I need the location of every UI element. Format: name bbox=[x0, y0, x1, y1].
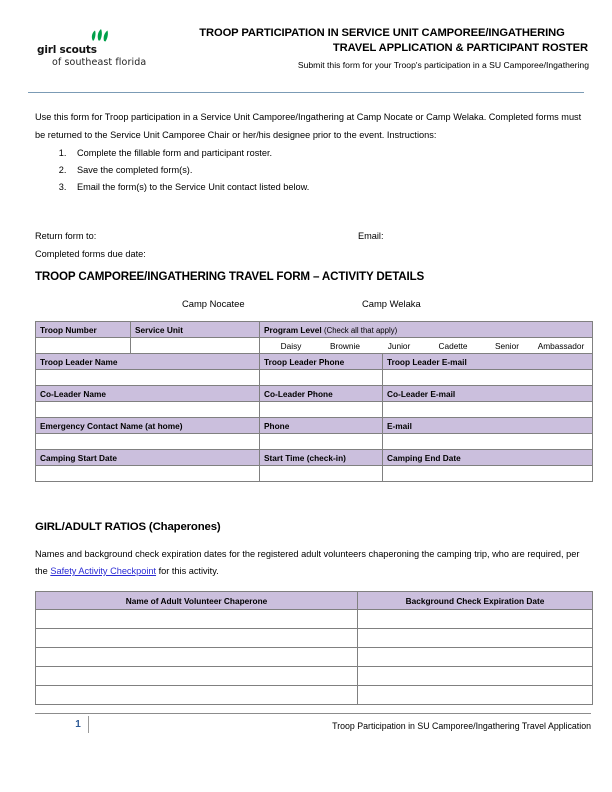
header-divider-rule bbox=[28, 92, 584, 93]
girl-scouts-logo bbox=[34, 28, 164, 74]
cell-troop-leader-phone-label: Troop Leader Phone bbox=[260, 354, 383, 370]
table-row bbox=[36, 466, 593, 482]
level-option-junior[interactable]: Junior bbox=[387, 340, 411, 351]
table-row bbox=[36, 338, 593, 354]
input-emergency-phone[interactable] bbox=[260, 434, 383, 450]
logo-text-primary: girl scouts bbox=[37, 44, 97, 56]
logo-text-council: of southeast florida bbox=[52, 57, 147, 68]
cell-emergency-phone-label: Phone bbox=[260, 418, 383, 434]
input-chaperone-name[interactable] bbox=[36, 667, 358, 686]
input-chaperone-name[interactable] bbox=[36, 629, 358, 648]
table-row bbox=[36, 322, 593, 338]
table-row bbox=[36, 610, 593, 629]
input-chaperone-name[interactable] bbox=[36, 610, 358, 629]
page-number: 1 bbox=[75, 719, 81, 730]
input-co-leader-phone[interactable] bbox=[260, 402, 383, 418]
input-background-check-date[interactable] bbox=[358, 629, 593, 648]
cell-camping-start-date-label: Camping Start Date bbox=[36, 450, 260, 466]
table-row bbox=[36, 354, 593, 370]
camp-option-nocatee[interactable]: Camp Nocatee bbox=[182, 298, 245, 309]
cell-background-check-header: Background Check Expiration Date bbox=[358, 592, 593, 610]
page-subtitle: Submit this form for your Troop's participation in a SU Camporee/Ingathering bbox=[297, 60, 589, 70]
return-form-row bbox=[35, 228, 591, 244]
input-chaperone-name[interactable] bbox=[36, 648, 358, 667]
ratios-section-title: GIRL/ADULT RATIOS (Chaperones) bbox=[35, 521, 221, 533]
input-co-leader-email[interactable] bbox=[383, 402, 593, 418]
input-troop-leader-name[interactable] bbox=[36, 370, 260, 386]
cell-emergency-contact-label: Emergency Contact Name (at home) bbox=[36, 418, 260, 434]
program-level-text: Program Level bbox=[264, 324, 322, 335]
table-row bbox=[36, 648, 593, 667]
page-title-line1: TROOP PARTICIPATION IN SERVICE UNIT CAMPOREE/INGATHERING bbox=[199, 27, 565, 39]
return-email-label: Email: bbox=[358, 231, 384, 241]
cell-co-leader-phone-label: Co-Leader Phone bbox=[260, 386, 383, 402]
cell-program-level-label bbox=[260, 322, 593, 338]
table-row bbox=[36, 402, 593, 418]
chaperones-table bbox=[35, 591, 593, 705]
table-row bbox=[36, 418, 593, 434]
table-row bbox=[36, 686, 593, 705]
input-co-leader-name[interactable] bbox=[36, 402, 260, 418]
ratios-text-after-link: for this activity. bbox=[156, 566, 219, 576]
footer-vertical-divider bbox=[88, 716, 89, 733]
due-date-label: Completed forms due date: bbox=[35, 249, 146, 259]
cell-co-leader-email-label: Co-Leader E-mail bbox=[383, 386, 593, 402]
instructions-list bbox=[35, 145, 591, 196]
camp-option-welaka[interactable]: Camp Welaka bbox=[362, 298, 421, 309]
input-chaperone-name[interactable] bbox=[36, 686, 358, 705]
cell-chaperone-name-header: Name of Adult Volunteer Chaperone bbox=[36, 592, 358, 610]
input-camping-end-date[interactable] bbox=[383, 466, 593, 482]
table-row bbox=[36, 386, 593, 402]
instruction-item: 1. Complete the fillable form and participant roster. bbox=[69, 145, 591, 162]
level-option-brownie[interactable]: Brownie bbox=[330, 340, 360, 351]
intro-paragraph: Use this form for Troop participation in a Service Unit Camporee/Ingathering at Camp Nocate or Camp Welaka. Completed forms must be returned to the Service Unit Camporee Chair or her/his designee prior to the event. Instructions: bbox=[35, 112, 582, 140]
input-troop-leader-phone[interactable] bbox=[260, 370, 383, 386]
safety-activity-checkpoint-link[interactable]: Safety Activity Checkpoint bbox=[50, 566, 157, 576]
cell-emergency-email-label: E-mail bbox=[383, 418, 593, 434]
camp-options-row bbox=[35, 298, 591, 314]
instruction-item: 2. Save the completed form(s). bbox=[69, 162, 591, 179]
page-title-line2: TRAVEL APPLICATION & PARTICIPANT ROSTER bbox=[332, 42, 588, 54]
cell-co-leader-name-label: Co-Leader Name bbox=[36, 386, 260, 402]
table-row bbox=[36, 629, 593, 648]
document-header bbox=[34, 26, 590, 88]
input-service-unit[interactable] bbox=[131, 338, 260, 354]
cell-troop-number-label: Troop Number bbox=[36, 322, 131, 338]
input-background-check-date[interactable] bbox=[358, 667, 593, 686]
input-emergency-contact-name[interactable] bbox=[36, 434, 260, 450]
program-level-options bbox=[260, 338, 593, 354]
cell-start-time-label: Start Time (check-in) bbox=[260, 450, 383, 466]
cell-camping-end-date-label: Camping End Date bbox=[383, 450, 593, 466]
activity-details-table bbox=[35, 321, 593, 482]
instruction-item: 3. Email the form(s) to the Service Unit contact listed below. bbox=[69, 179, 591, 196]
input-camping-start-date[interactable] bbox=[36, 466, 260, 482]
ratios-description bbox=[35, 546, 591, 580]
cell-troop-leader-email-label: Troop Leader E-mail bbox=[383, 354, 593, 370]
level-option-ambassador[interactable]: Ambassador bbox=[537, 340, 585, 351]
level-option-senior[interactable]: Senior bbox=[495, 340, 519, 351]
level-option-daisy[interactable]: Daisy bbox=[280, 340, 302, 351]
table-row bbox=[36, 667, 593, 686]
table-row bbox=[36, 592, 593, 610]
input-background-check-date[interactable] bbox=[358, 686, 593, 705]
level-option-cadette[interactable]: Cadette bbox=[438, 340, 468, 351]
activity-section-title: TROOP CAMPOREE/INGATHERING TRAVEL FORM – ACTIVITY DETAILS bbox=[35, 270, 425, 283]
input-background-check-date[interactable] bbox=[358, 648, 593, 667]
table-row bbox=[36, 450, 593, 466]
ratios-text-before-link: Names and background check expiration dates for the registered adult volunteers chaperoning the camping trip, who are required, per the bbox=[35, 549, 580, 576]
input-emergency-email[interactable] bbox=[383, 434, 593, 450]
footer-divider-rule bbox=[35, 713, 591, 714]
cell-troop-leader-name-label: Troop Leader Name bbox=[36, 354, 260, 370]
input-background-check-date[interactable] bbox=[358, 610, 593, 629]
input-start-time[interactable] bbox=[260, 466, 383, 482]
table-row bbox=[36, 434, 593, 450]
return-form-label: Return form to: bbox=[35, 231, 97, 241]
footer-text: Troop Participation in SU Camporee/Ingathering Travel Application bbox=[332, 721, 591, 731]
table-row bbox=[36, 370, 593, 386]
document-title-block bbox=[174, 26, 590, 72]
input-troop-number[interactable] bbox=[36, 338, 131, 354]
program-level-note: (Check all that apply) bbox=[323, 325, 398, 335]
intro-block bbox=[35, 108, 591, 196]
input-troop-leader-email[interactable] bbox=[383, 370, 593, 386]
cell-service-unit-label: Service Unit bbox=[131, 322, 260, 338]
